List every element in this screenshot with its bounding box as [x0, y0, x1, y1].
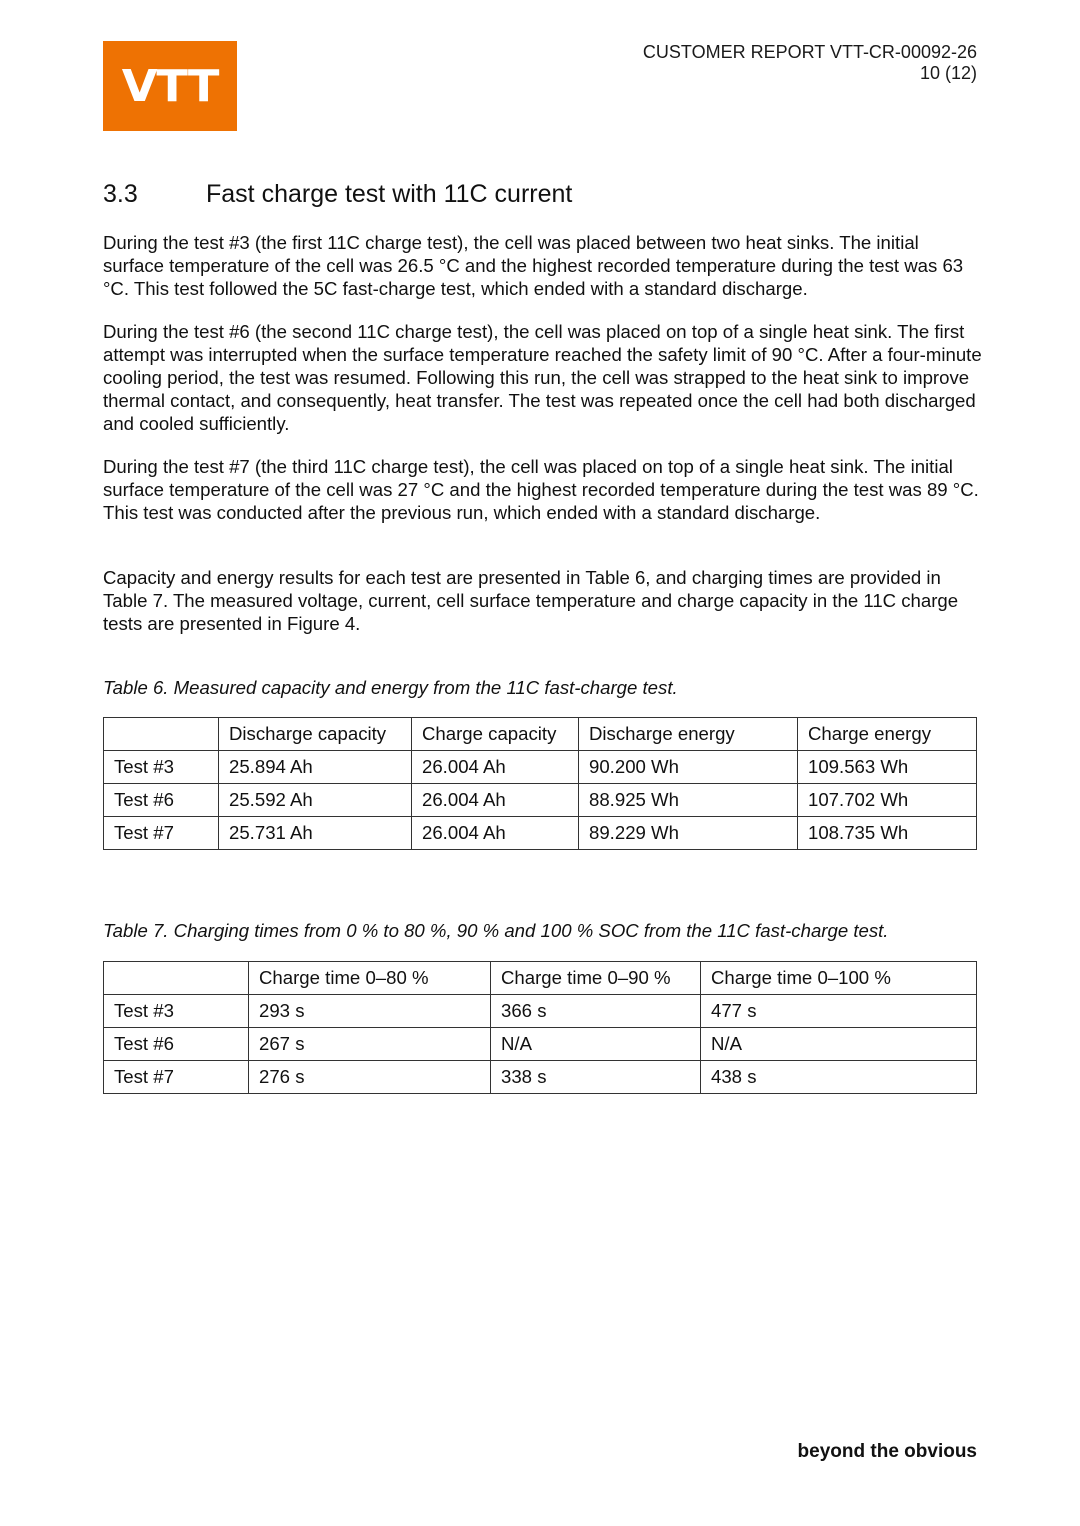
- paragraph-summary: Capacity and energy results for each test are presented in Table 6, and charging times are provided in Table 7. The measured voltage, current, cell surface temperature and charge capacity in the 11C charge tests are presented in Figure 4.: [103, 567, 959, 634]
- section-heading: [103, 180, 572, 209]
- row-label: Test #7: [104, 1061, 249, 1094]
- vtt-logo: [103, 41, 237, 131]
- table-cell: 477 s: [701, 995, 977, 1028]
- table-header-row: [104, 962, 977, 995]
- section-title: Fast charge test with 11C current: [206, 180, 573, 208]
- footer-tagline: beyond the obvious: [797, 1441, 977, 1462]
- table-cell: 438 s: [701, 1061, 977, 1094]
- table-cell: 267 s: [249, 1028, 491, 1061]
- table-cell: N/A: [491, 1028, 701, 1061]
- row-label: Test #7: [104, 817, 219, 850]
- row-label: Test #3: [104, 995, 249, 1028]
- header-cell: Discharge energy: [579, 718, 798, 751]
- table7-caption: Table 7. Charging times from 0 % to 80 %, 90 % and 100 % SOC from the 11C fast-charge test.: [103, 920, 889, 941]
- table-row: [104, 817, 977, 850]
- paragraph-test6: During the test #6 (the second 11C charge test), the cell was placed on top of a single heat sink. The first attempt was interrupted when the surface temperature reached the safety limit of 90 °C. After a four-minute cooling period, the test was resumed. Following this run, the cell was strapped to the heat sink to improve thermal contact, and consequently, heat transfer. The test was repeated once the cell had both discharged and cooled sufficiently.: [103, 321, 982, 434]
- header-cell: [104, 962, 249, 995]
- table6-capacity-energy: [103, 717, 977, 850]
- table-cell: 26.004 Ah: [412, 784, 579, 817]
- header-cell: Charge time 0–90 %: [491, 962, 701, 995]
- table-row: [104, 1061, 977, 1094]
- table-row: [104, 784, 977, 817]
- header-cell: Charge energy: [798, 718, 977, 751]
- table-cell: 25.894 Ah: [219, 751, 412, 784]
- table-cell: 366 s: [491, 995, 701, 1028]
- report-header: [643, 42, 977, 84]
- table-cell: 88.925 Wh: [579, 784, 798, 817]
- table-cell: 26.004 Ah: [412, 751, 579, 784]
- header-cell: Charge time 0–80 %: [249, 962, 491, 995]
- report-id: CUSTOMER REPORT VTT-CR-00092-26: [642, 42, 977, 62]
- table-cell: 107.702 Wh: [798, 784, 977, 817]
- table-cell: 25.731 Ah: [219, 817, 412, 850]
- table-cell: 89.229 Wh: [579, 817, 798, 850]
- section-number: 3.3: [103, 180, 138, 208]
- table-row: [104, 1028, 977, 1061]
- table-row: [104, 995, 977, 1028]
- row-label: Test #6: [104, 1028, 249, 1061]
- header-cell: Charge time 0–100 %: [701, 962, 977, 995]
- page-number: 10 (12): [919, 63, 977, 83]
- row-label: Test #3: [104, 751, 219, 784]
- paragraph-test3: During the test #3 (the first 11C charge test), the cell was placed between two heat sinks. The initial surface temperature of the cell was 26.5 °C and the highest recorded temperature during the test was 63 °C. This test followed the 5C fast-charge test, which ended with a standard discharge.: [103, 232, 964, 299]
- header-cell: Charge capacity: [412, 718, 579, 751]
- table-cell: 293 s: [249, 995, 491, 1028]
- table-cell: 90.200 Wh: [579, 751, 798, 784]
- header-cell: [104, 718, 219, 751]
- row-label: Test #6: [104, 784, 219, 817]
- table7-charging-times: [103, 961, 977, 1094]
- table-cell: 25.592 Ah: [219, 784, 412, 817]
- table-header-row: [104, 718, 977, 751]
- paragraph-test7: During the test #7 (the third 11C charge test), the cell was placed on top of a single heat sink. The initial surface temperature of the cell was 27 °C and the highest recorded temperature during the test was 89 °C. This test was conducted after the previous run, which ended with a standard discharge.: [103, 456, 979, 523]
- logo-text: VTT: [121, 60, 219, 112]
- table-cell: 108.735 Wh: [798, 817, 977, 850]
- table-cell: 338 s: [491, 1061, 701, 1094]
- table-cell: 26.004 Ah: [412, 817, 579, 850]
- table6-caption: Table 6. Measured capacity and energy from the 11C fast-charge test.: [103, 677, 678, 698]
- table-cell: 276 s: [249, 1061, 491, 1094]
- table-cell: 109.563 Wh: [798, 751, 977, 784]
- header-cell: Discharge capacity: [219, 718, 412, 751]
- table-row: [104, 751, 977, 784]
- table-cell: N/A: [701, 1028, 977, 1061]
